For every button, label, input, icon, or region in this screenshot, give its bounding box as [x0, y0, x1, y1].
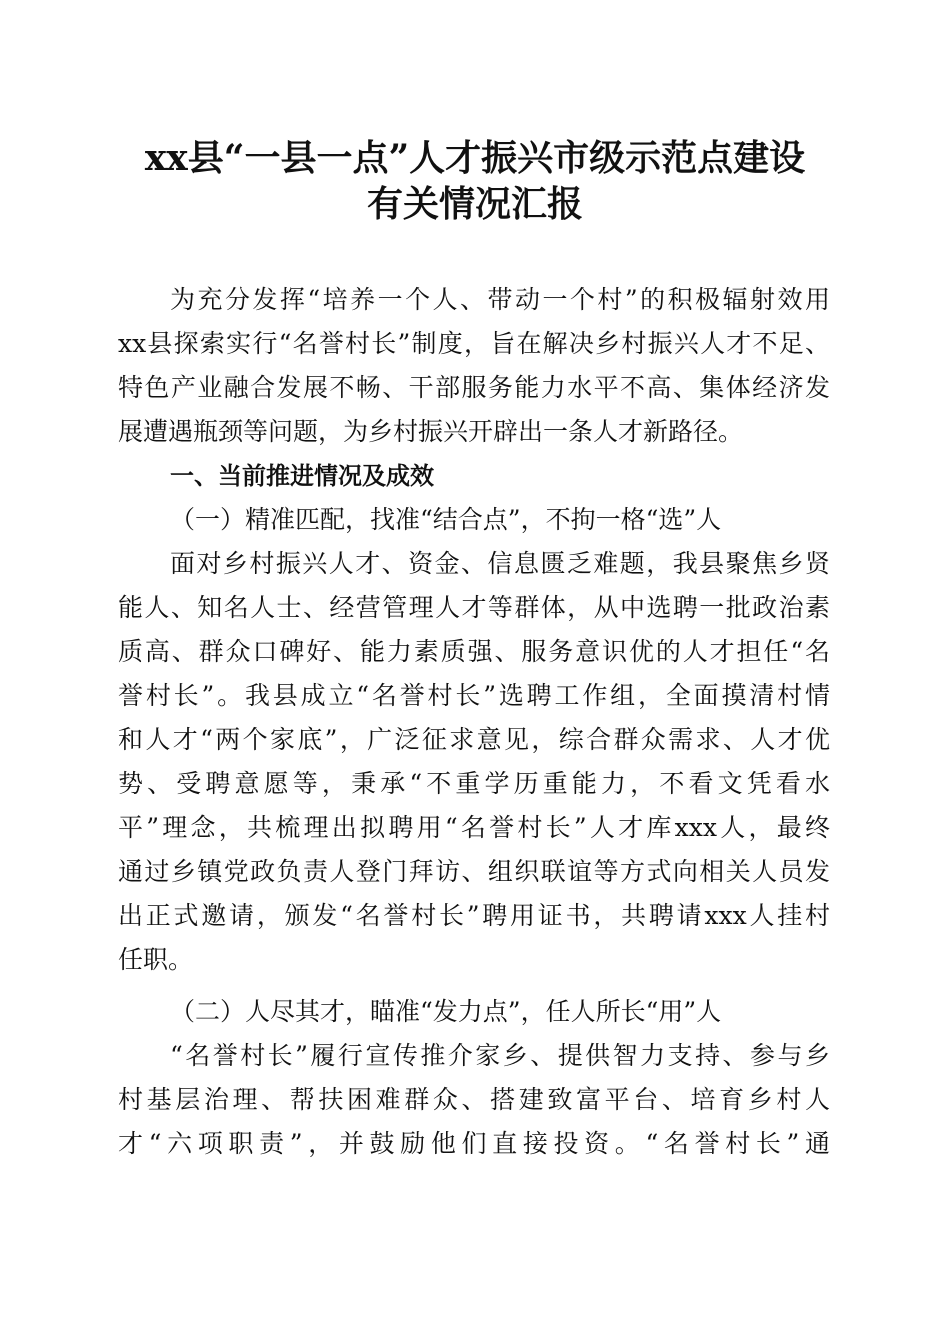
intro-line: xx县探索实行“名誉村长”制度，旨在解决乡村振兴人才不足、	[118, 329, 830, 358]
subsection-heading: （一）精准匹配，找准“结合点”，不拘一格“选”人	[170, 505, 722, 534]
paragraph-line: 任职。	[118, 945, 194, 974]
intro-line: 特色产业融合发展不畅、干部服务能力水平不高、集体经济发	[118, 373, 830, 402]
paragraph-line: 出正式邀请，颁发“名誉村长”聘用证书，共聘请xxx人挂村	[118, 901, 830, 930]
subsection-heading: （二）人尽其才，瞄准“发力点”，任人所长“用”人	[170, 997, 722, 1026]
intro-line: 展遭遇瓶颈等问题，为乡村振兴开辟出一条人才新路径。	[118, 417, 744, 446]
paragraph-line: 势、受聘意愿等，秉承“不重学历重能力，不看文凭看水	[118, 769, 830, 798]
paragraph-line: 面对乡村振兴人才、资金、信息匮乏难题，我县聚焦乡贤	[170, 549, 830, 578]
document-title-line-1: xx县“一县一点”人才振兴市级示范点建设	[144, 137, 806, 179]
paragraph-line: 才“六项职责”，并鼓励他们直接投资。“名誉村长”通	[118, 1129, 830, 1158]
paragraph-line: 平”理念，共梳理出拟聘用“名誉村长”人才库xxx人，最终	[118, 813, 830, 842]
intro-line: 为充分发挥“培养一个人、带动一个村”的积极辐射效用	[170, 285, 830, 314]
paragraph-line: 和人才“两个家底”，广泛征求意见，综合群众需求、人才优	[118, 725, 830, 754]
paragraph-line: 质高、群众口碑好、能力素质强、服务意识优的人才担任“名	[118, 637, 830, 666]
paragraph-line: 通过乡镇党政负责人登门拜访、组织联谊等方式向相关人员发	[118, 857, 830, 886]
document-title-line-2: 有关情况汇报	[366, 183, 583, 225]
paragraph-line: 誉村长”。我县成立“名誉村长”选聘工作组，全面摸清村情	[118, 681, 830, 710]
paragraph-line: “名誉村长”履行宣传推介家乡、提供智力支持、参与乡	[170, 1041, 830, 1070]
paragraph-line: 能人、知名人士、经营管理人才等群体，从中选聘一批政治素	[118, 593, 830, 622]
section-heading: 一、当前推进情况及成效	[170, 462, 434, 490]
paragraph-line: 村基层治理、帮扶困难群众、搭建致富平台、培育乡村人	[118, 1085, 830, 1114]
